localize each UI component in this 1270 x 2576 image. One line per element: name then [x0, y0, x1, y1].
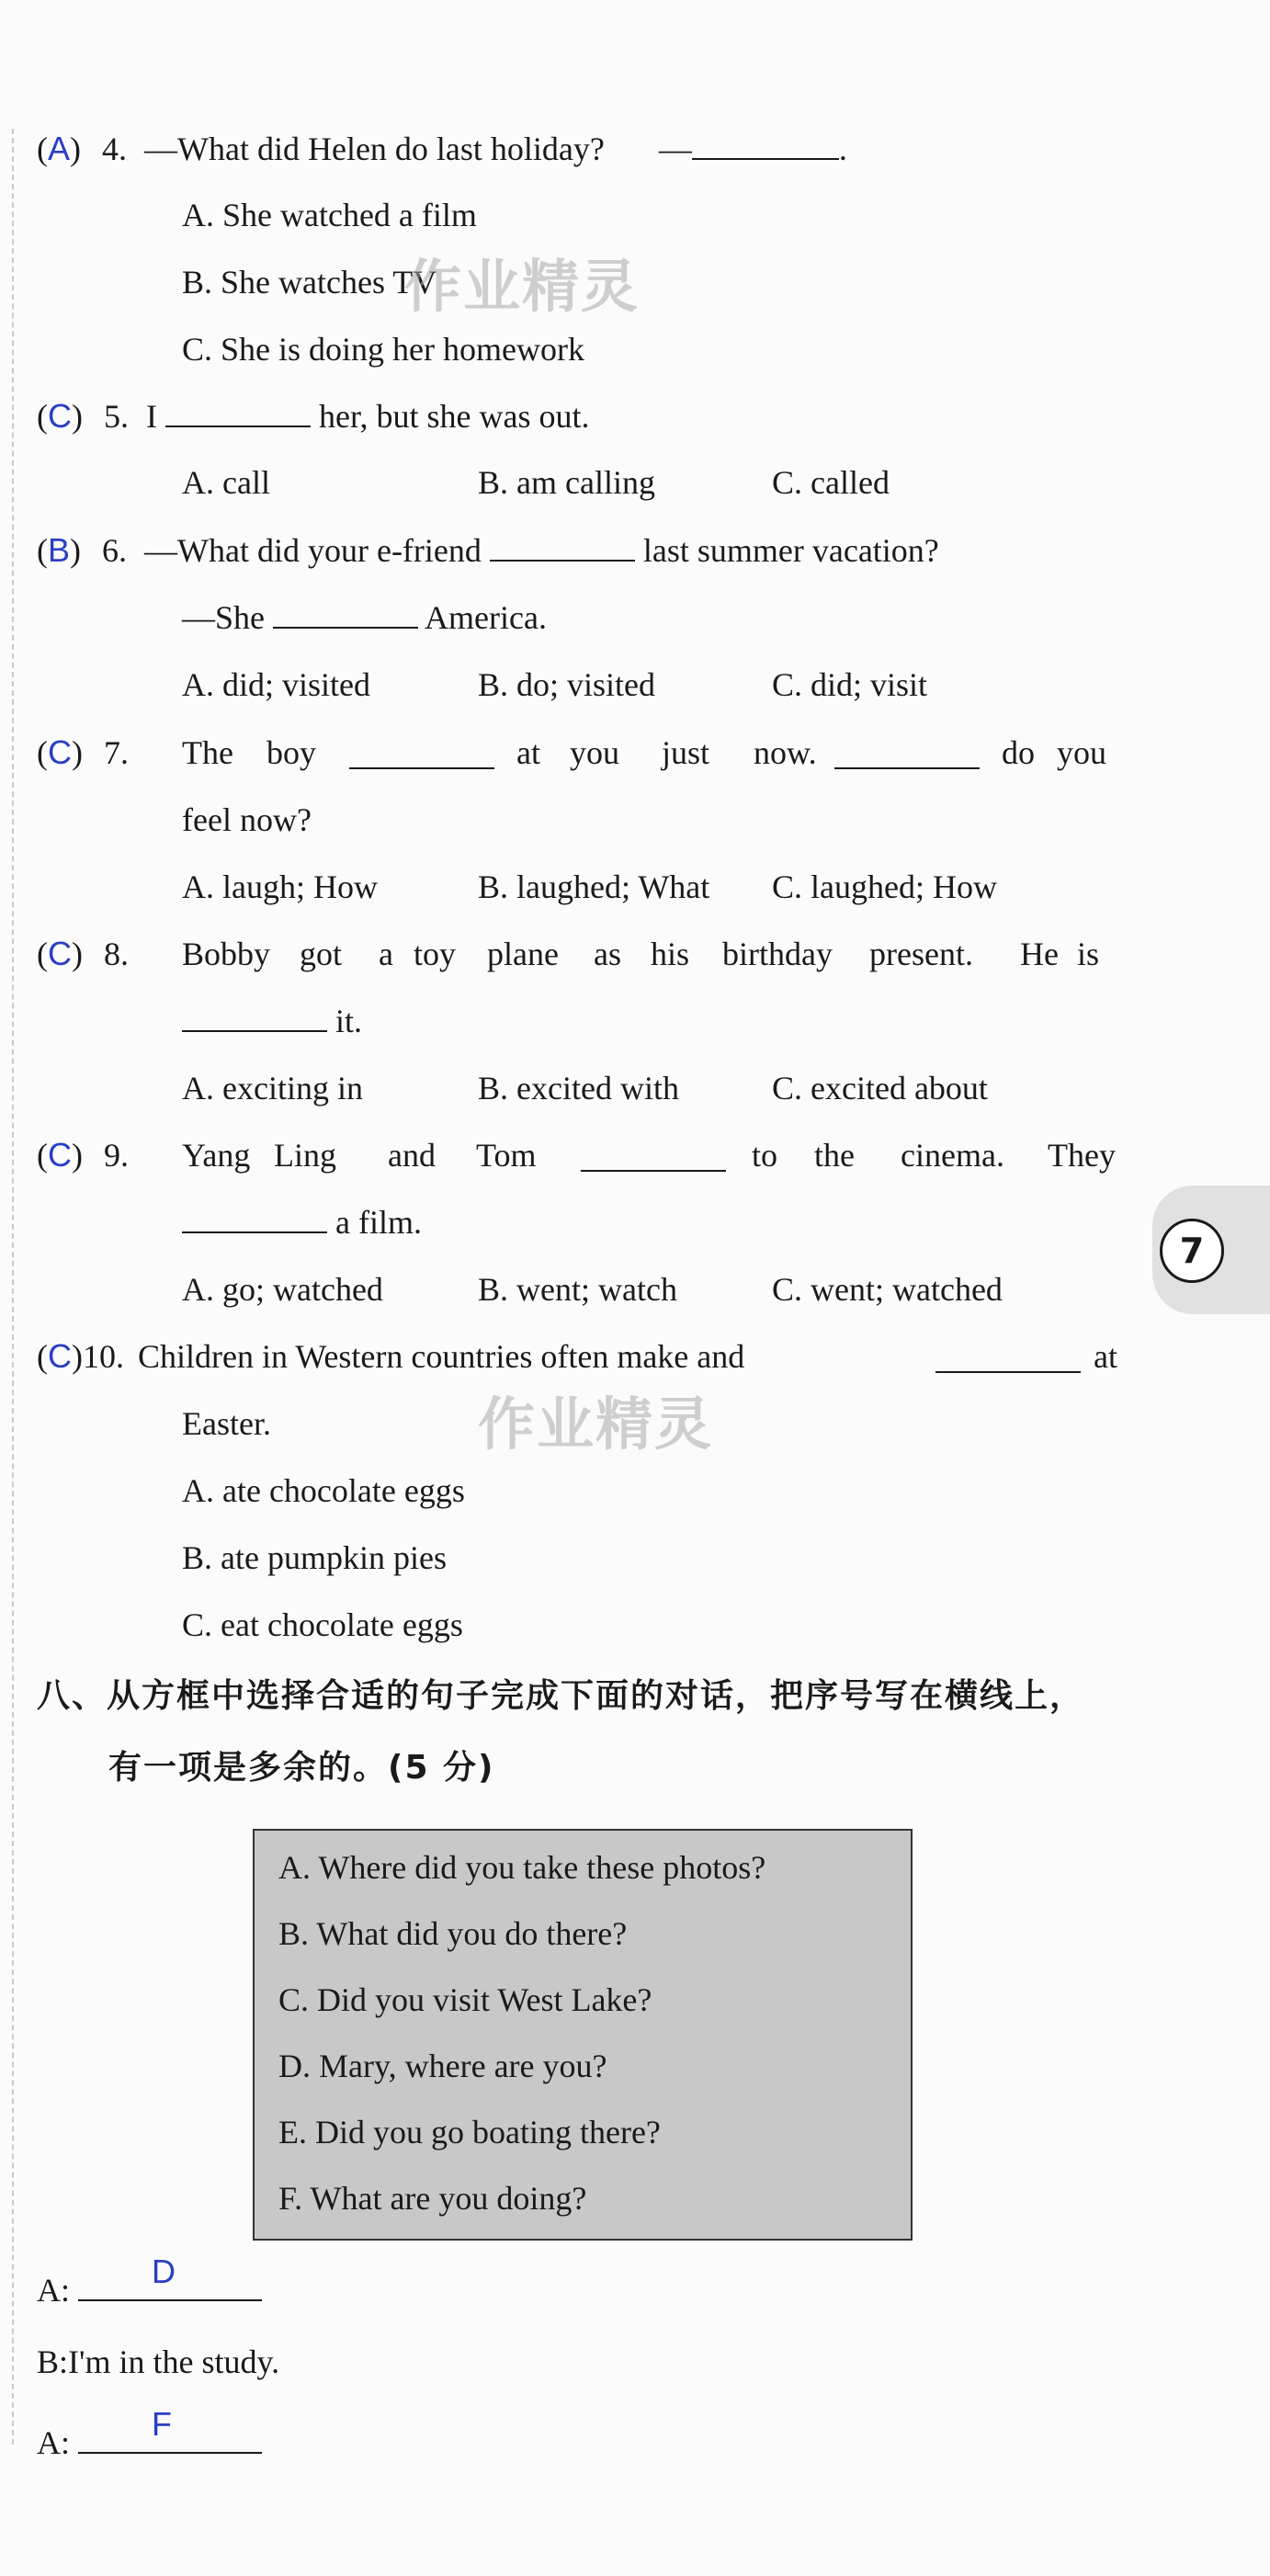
question-6: (B) 6. —What did your e-friend last summer vacation?: [37, 531, 939, 569]
stem-part: —She: [182, 599, 265, 636]
filled-answer: F: [152, 2405, 172, 2443]
box-option-c: C. Did you visit West Lake?: [278, 1981, 652, 2018]
stem-part: her, but she was out.: [319, 398, 590, 435]
speaker-label: A:: [37, 2272, 70, 2309]
option-b: B. do; visited: [478, 666, 656, 703]
option-b: B. laughed; What: [478, 868, 710, 905]
stem-part: America.: [425, 599, 547, 636]
question-number: 5.: [104, 398, 129, 435]
stem-word: is: [1077, 936, 1100, 972]
stem-part: Children in Western countries often make and: [138, 1338, 745, 1375]
option-c: C. eat chocolate eggs: [182, 1606, 463, 1643]
answer-blank: [834, 740, 980, 769]
question-7-line2: feel now?: [182, 801, 312, 838]
question-10-line2: Easter.: [182, 1405, 271, 1442]
watermark: 作业精灵: [478, 1390, 714, 1458]
stem-word: boy: [266, 734, 316, 771]
question-number: 7.: [104, 734, 129, 771]
dialogue-line-3: [37, 2405, 262, 2465]
question-number: 10.: [83, 1338, 124, 1375]
answer-blank: [78, 2405, 262, 2454]
stem-word: now.: [754, 734, 817, 771]
stem-word: birthday: [722, 936, 833, 972]
question-8-line2: [182, 999, 362, 1043]
stem-word: to: [752, 1137, 778, 1174]
answer-q6: B: [48, 531, 71, 569]
option-a: A. call: [182, 464, 270, 501]
box-option-b: B. What did you do there?: [278, 1915, 628, 1952]
answer-blank: [78, 2253, 262, 2301]
option-c: C. went; watched: [772, 1271, 1003, 1308]
stem-word: got: [300, 936, 343, 972]
option-a: A. did; visited: [182, 666, 370, 703]
question-9: (C) 9. Yang Ling and Tom to the cinema. They: [37, 1133, 1123, 1177]
stem-word: just: [662, 734, 710, 771]
section-8-heading: 八、从方框中选择合适的句子完成下面的对话，把序号写在横线上，: [37, 1677, 1085, 1715]
stem-word: toy: [414, 936, 457, 972]
option-b: B. She watches TV: [182, 264, 437, 301]
section-8-subheading: 有一项是多余的。(5 分): [108, 1749, 495, 1787]
options-box: [253, 1829, 913, 2241]
stem-part: it.: [335, 1003, 363, 1039]
option-a: A. laugh; How: [182, 868, 378, 905]
question-number: 4.: [102, 131, 128, 167]
stem-word: Ling: [274, 1137, 336, 1174]
dialogue-line-2: [37, 2340, 279, 2384]
reply-dash: —: [658, 131, 692, 167]
option-c: C. excited about: [772, 1070, 988, 1106]
stem-word: They: [1048, 1137, 1116, 1174]
question-7: (C) 7. The boy at you just now. do you: [37, 731, 1123, 775]
stem-part: a film.: [335, 1204, 422, 1241]
stem-word: as: [594, 936, 621, 972]
answer-q8: C: [48, 935, 72, 972]
box-option-e: E. Did you go boating there?: [278, 2114, 661, 2150]
answer-q10: C: [48, 1337, 72, 1375]
option-a: A. She watched a film: [182, 197, 477, 233]
stem-part: at: [1094, 1338, 1117, 1375]
answer-q4: A: [48, 130, 71, 167]
answer-q9: C: [48, 1136, 72, 1174]
answer-blank: [349, 740, 494, 769]
stem-word: a: [379, 936, 393, 972]
filled-answer: D: [152, 2253, 176, 2290]
stem-part: last summer vacation?: [642, 532, 939, 569]
stem-word: plane: [487, 936, 559, 972]
question-5: (C) 5. I her, but she was out.: [37, 397, 590, 435]
stem-word: present.: [869, 936, 973, 972]
question-number: 8.: [104, 936, 129, 972]
stem-word: you: [1057, 734, 1106, 771]
answer-q7: C: [48, 733, 72, 771]
option-c: C. did; visit: [772, 666, 928, 703]
question-4: (A) 4. —What did Helen do last holiday? — .: [37, 130, 847, 167]
question-6-line2: [182, 596, 547, 640]
option-c: C. She is doing her homework: [182, 331, 584, 368]
option-a: A. exciting in: [182, 1070, 363, 1106]
option-a: A. go; watched: [182, 1271, 383, 1308]
box-option-d: D. Mary, where are you?: [278, 2048, 607, 2084]
option-b: B. excited with: [478, 1070, 679, 1106]
stem-word: cinema.: [901, 1137, 1004, 1174]
answer-blank: [165, 398, 311, 427]
speaker-label: B:: [37, 2343, 69, 2380]
stem-word: his: [651, 936, 690, 972]
answer-blank: [490, 532, 635, 562]
watermark: 作业精灵: [404, 253, 641, 320]
question-number: 6.: [102, 532, 128, 569]
stem-part: —What did your e-friend: [144, 532, 482, 569]
speaker-label: A:: [37, 2424, 70, 2461]
answer-blank: [182, 1204, 327, 1233]
dialogue-text: I'm in the study.: [68, 2343, 280, 2380]
answer-blank: [581, 1142, 726, 1172]
page-number-badge: 7: [1160, 1219, 1224, 1283]
question-number: 9.: [104, 1137, 129, 1174]
stem-word: He: [1020, 936, 1059, 972]
stem-word: Tom: [476, 1137, 537, 1174]
answer-blank: [182, 1003, 327, 1032]
stem-word: at: [516, 734, 540, 771]
box-option-a: A. Where did you take these photos?: [278, 1849, 766, 1886]
answer-blank: [273, 599, 418, 629]
stem-word: the: [814, 1137, 855, 1174]
answer-blank: [692, 131, 839, 160]
answer-q5: C: [48, 397, 72, 435]
option-a: A. ate chocolate eggs: [182, 1472, 465, 1509]
stem-word: and: [388, 1137, 436, 1174]
question-stem: —What did Helen do last holiday?: [144, 131, 605, 167]
stem-word: Bobby: [182, 936, 271, 972]
option-c: C. called: [772, 464, 890, 501]
stem-word: do: [1002, 734, 1035, 771]
question-8: (C) 8. Bobby got a toy plane as his birthday present. He is: [37, 932, 1123, 976]
option-b: B. am calling: [478, 464, 655, 501]
stem-word: Yang: [182, 1137, 251, 1174]
stem-part: I: [146, 398, 157, 435]
option-b: B. ate pumpkin pies: [182, 1539, 447, 1576]
stem-word: The: [182, 734, 233, 771]
dialogue-line-1: [37, 2253, 262, 2312]
stem-word: you: [570, 734, 619, 771]
option-c: C. laughed; How: [772, 868, 997, 905]
question-10: (C)10. Children in Western countries often make and at: [37, 1334, 1123, 1379]
answer-blank: [935, 1344, 1081, 1373]
margin-divider: [12, 129, 14, 2445]
option-b: B. went; watch: [478, 1271, 677, 1308]
question-9-line2: [182, 1200, 422, 1244]
box-option-f: F. What are you doing?: [278, 2180, 587, 2217]
